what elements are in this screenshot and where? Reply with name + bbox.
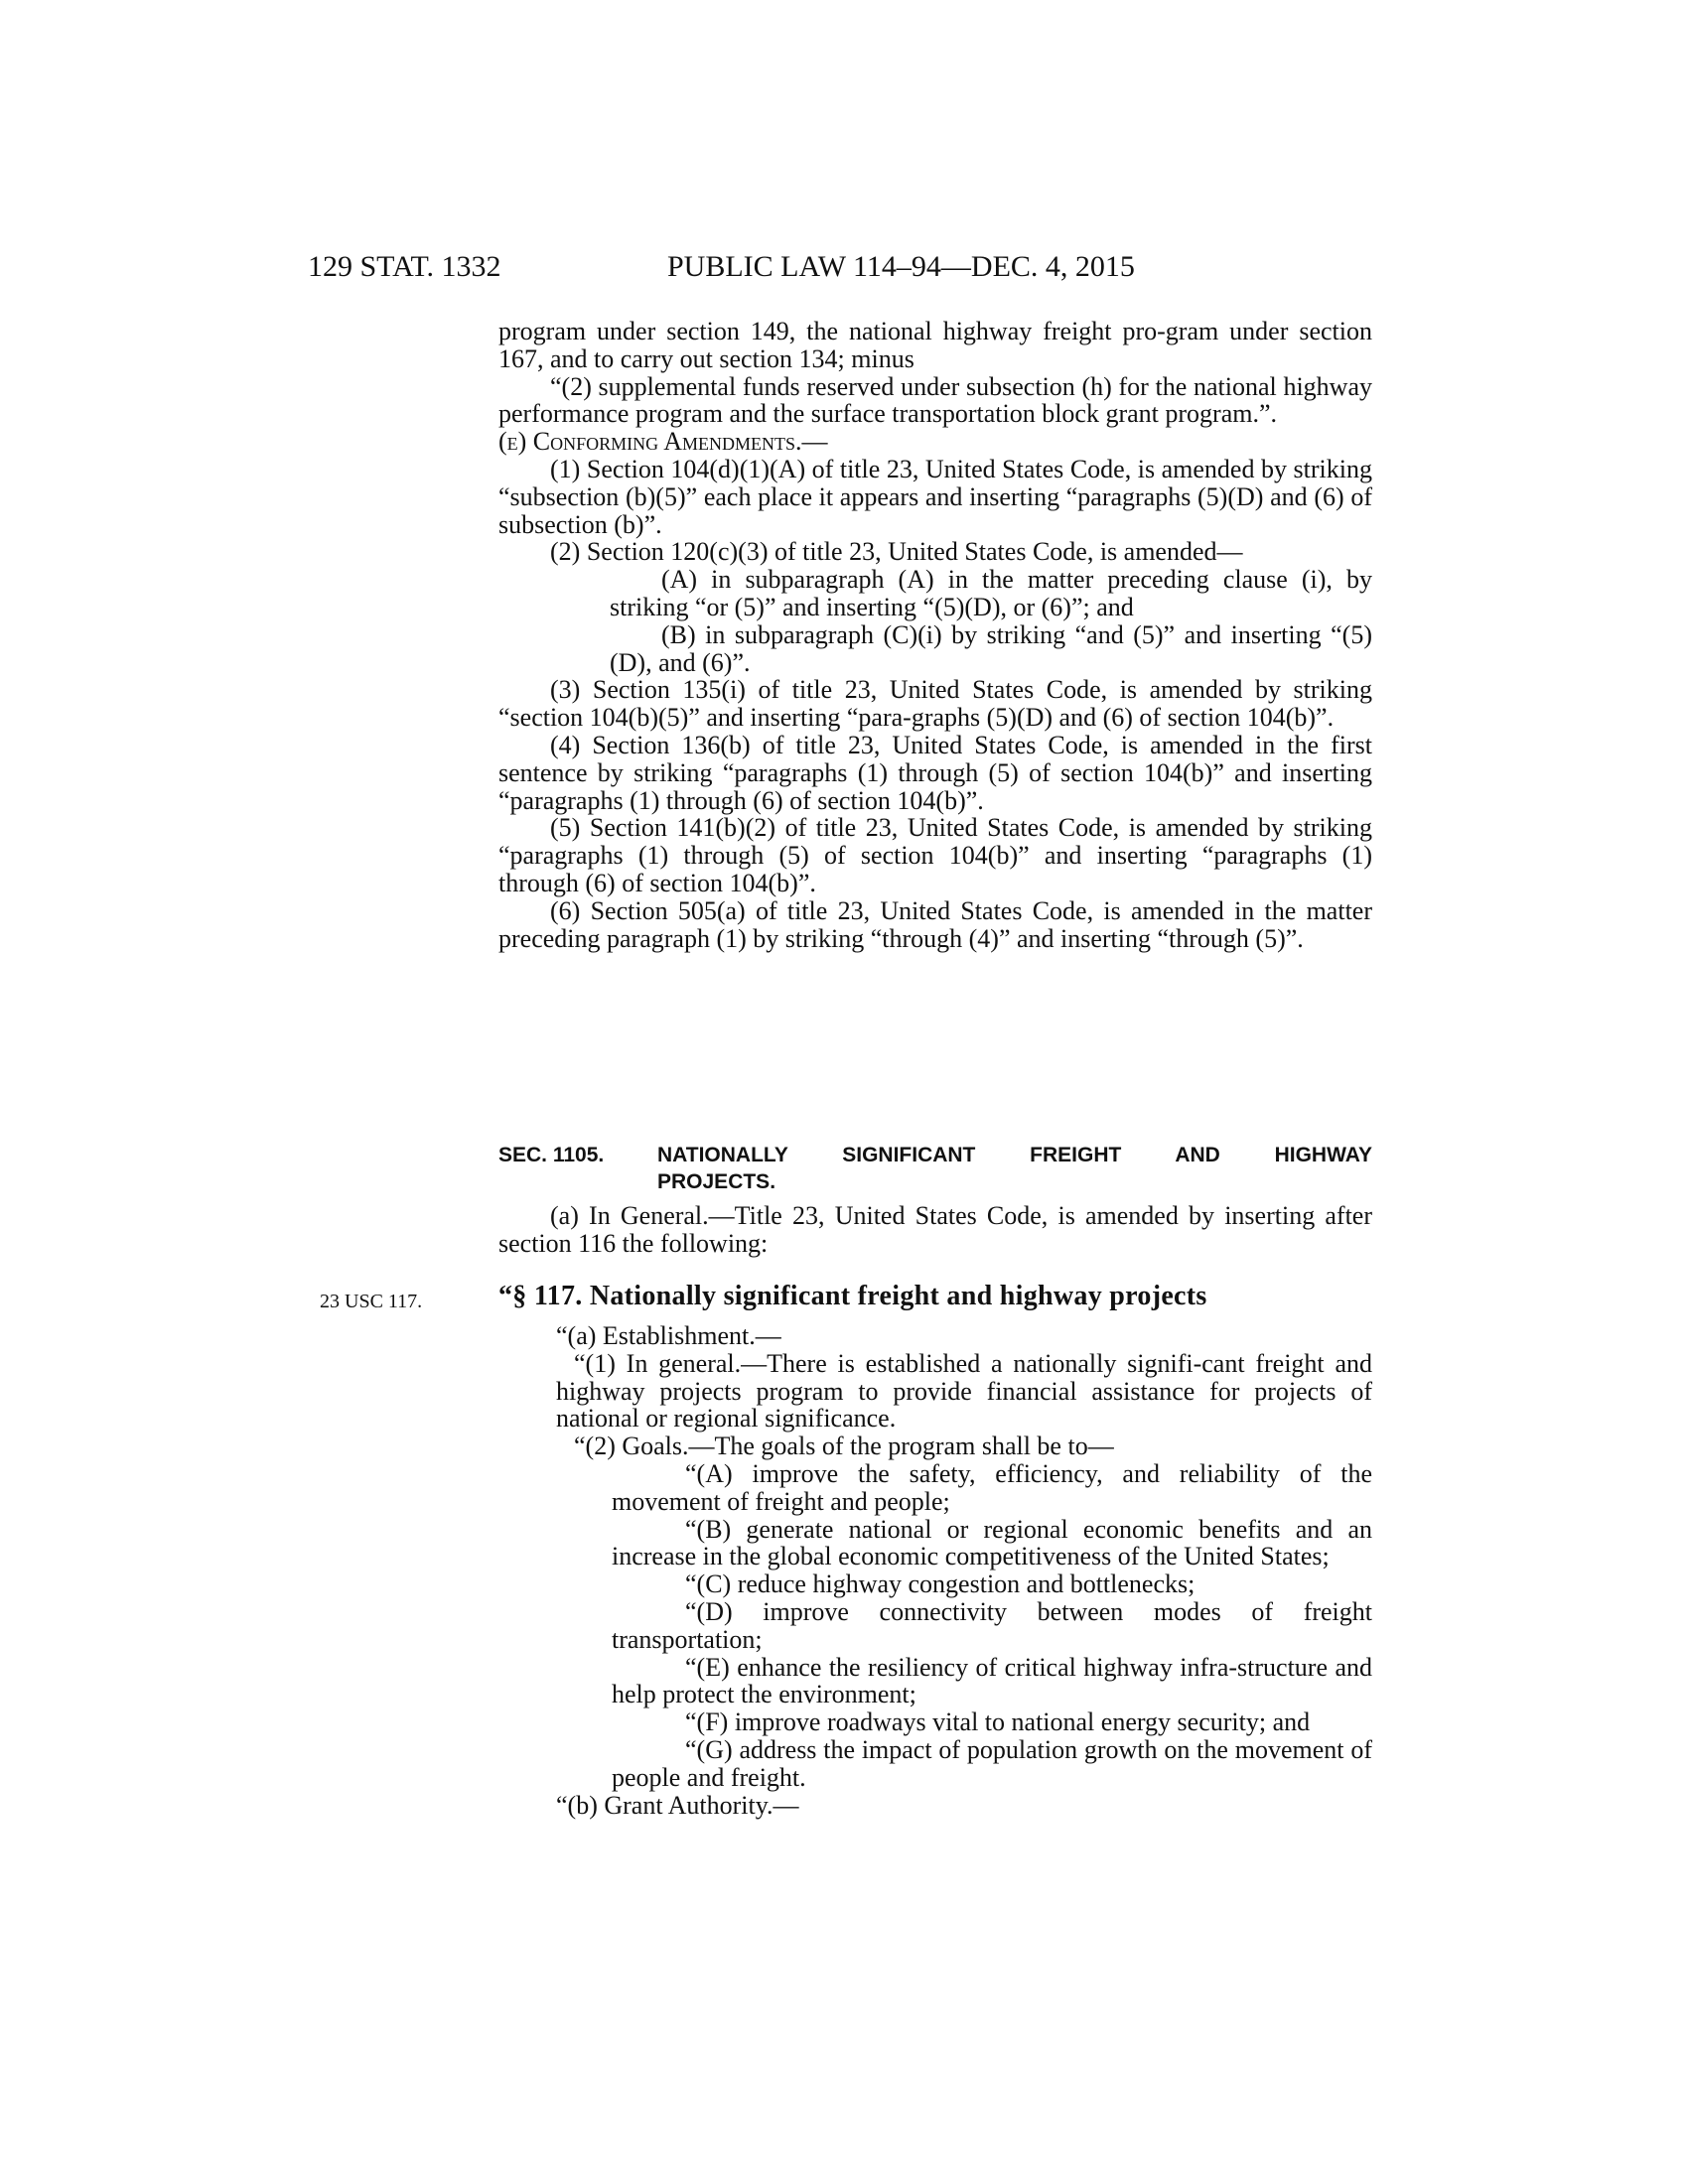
margin-note-usc: 23 USC 117. [320, 1291, 423, 1312]
goal-g: “(G) address the impact of population growth on the movement of people and freight. [612, 1734, 1372, 1792]
section-title-line2: PROJECTS. [657, 1170, 776, 1193]
amendment-2a: (A) in subparagraph (A) in the matter preceding clause (i), by striking “or (5)” and inserting “(5)(D), or (6)”; and [610, 565, 1372, 621]
amendment-5: (5) Section 141(b)(2) of title 23, United States Code, is amended by striking “paragraphs (1) through (5) of section 104(b)” and inserting “paragraphs (1) through (6) of section 104(b)”. [498, 813, 1372, 897]
amendment-2b: (B) in subparagraph (C)(i) by striking “and (5)” and inserting “(5)(D), and (6)”. [610, 619, 1372, 677]
body-column-section [498, 1202, 1372, 1258]
conforming-amendments-label: (e) Conforming Amendments.— [498, 427, 828, 457]
goals-paragraph: “(2) Goals.—The goals of the program shall be to— [574, 1432, 1114, 1461]
page-stat-number: 129 STAT. 1332 [308, 250, 501, 283]
page-running-header: PUBLIC LAW 114–94—DEC. 4, 2015 [667, 250, 1135, 283]
amendment-2: (2) Section 120(c)(3) of title 23, United States Code, is amended— [550, 537, 1243, 567]
amendment-1: (1) Section 104(d)(1)(A) of title 23, United States Code, is amended by striking “subsection (b)(5)” each place it appears and inserting “paragraphs (5)(D) and (6) of subsection (b)”. [498, 454, 1372, 539]
goal-b: “(B) generate national or regional economic benefits and an increase in the global economic competitiveness of the United States; [612, 1514, 1372, 1571]
body-column-top [498, 318, 1372, 952]
amendment-6: (6) Section 505(a) of title 23, United States Code, is amended in the matter preceding paragraph (1) by striking “through (4)” and inserting “through (5)”. [498, 895, 1372, 953]
grant-authority-label: “(b) Grant Authority.— [556, 1790, 799, 1820]
in-general-paragraph: “(1) In general.—There is established a nationally signifi-cant freight and highway projects program to provide financial assistance for projects of national or regional significance. [556, 1348, 1372, 1433]
body-column-117 [556, 1322, 1372, 1819]
amendment-3: (3) Section 135(i) of title 23, United States Code, is amended by striking “section 104(b)(5)” and inserting “para-graphs (5)(D) and (6) of section 104(b)”. [498, 675, 1372, 733]
section-117-heading: “§ 117. Nationally significant freight and highway projects [498, 1281, 1207, 1311]
section-general: (a) In General.—Title 23, United States Code, is amended by inserting after section 116 the following: [498, 1201, 1372, 1258]
amendment-4: (4) Section 136(b) of title 23, United States Code, is amended in the first sentence by striking “paragraphs (1) through (5) of section 104(b)” and inserting “paragraphs (1) through (6) of section 104(b)”. [498, 730, 1372, 815]
section-title-line1: NATIONALLY SIGNIFICANT FREIGHT AND HIGHWAY [657, 1144, 1372, 1166]
paragraph-supplemental-funds: “(2) supplemental funds reserved under subsection (h) for the national highway performance program and the surface transportation block grant program.”. [498, 371, 1372, 429]
goal-f: “(F) improve roadways vital to national energy security; and [685, 1707, 1311, 1737]
section-number: SEC. 1105. [498, 1144, 605, 1166]
section-heading [498, 1142, 1372, 1195]
goal-a: “(A) improve the safety, efficiency, and reliability of the movement of freight and people; [612, 1458, 1372, 1516]
establishment-label: “(a) Establishment.— [556, 1321, 781, 1350]
goal-c: “(C) reduce highway congestion and bottlenecks; [685, 1570, 1196, 1599]
paragraph-continuation: program under section 149, the national highway freight pro-gram under section 167, and to carry out section 134; minus [498, 317, 1372, 373]
goal-d: “(D) improve connectivity between modes of freight transportation; [612, 1596, 1372, 1654]
goal-e: “(E) enhance the resiliency of critical highway infra-structure and help protect the environment; [612, 1652, 1372, 1709]
